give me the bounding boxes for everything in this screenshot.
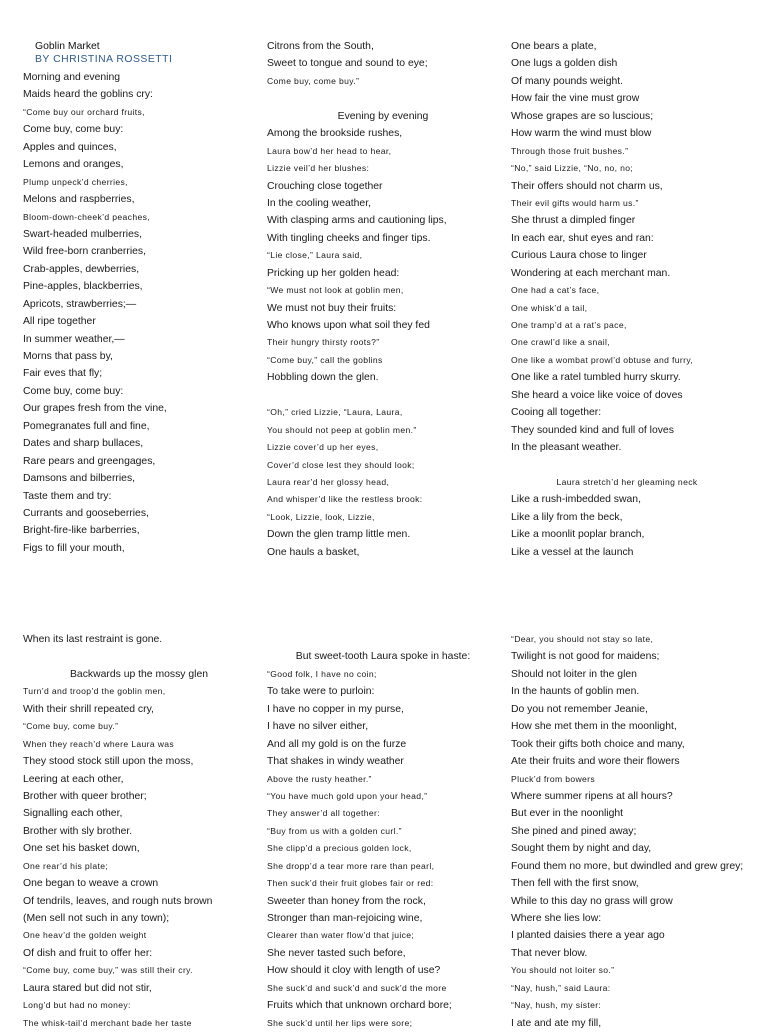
poem-line: Sweet to tongue and sound to eye;	[267, 58, 428, 70]
poem-line: Pluck’d from bowers	[511, 773, 596, 784]
column-bottom-left	[23, 631, 255, 1032]
poem-line: “Oh,” cried Lizzie, “Laura, Laura,	[267, 407, 403, 418]
column-top-middle	[267, 38, 499, 561]
poem-line: Laura bow’d her head to hear,	[267, 145, 392, 156]
poem-line: “No,” said Lizzie, “No, no, no;	[511, 163, 634, 174]
poem-line: Citrons from the South,	[267, 41, 374, 52]
poem-line: Lemons and oranges,	[23, 159, 124, 171]
poem-line: She dropp’d a tear more rare than pearl,	[267, 860, 435, 871]
poem-line: One set his basket down,	[23, 843, 140, 855]
poem-line: One like a wombat prowl’d obtuse and furry,	[511, 354, 694, 365]
poem-line: She pined and pined away;	[511, 825, 637, 837]
poem-line: Their evil gifts would harm us.”	[511, 197, 639, 208]
poem-line: Fair eves that fly;	[23, 368, 103, 380]
poem-line: Apples and quinces,	[23, 141, 117, 153]
poem-line: I ate and ate my fill,	[511, 1017, 602, 1029]
poem-line: “Dear, you should not stay so late,	[511, 634, 654, 644]
poem-line: Do you not remember Jeanie,	[511, 703, 648, 715]
poem-line: She suck’d until her lips were sore;	[267, 1017, 413, 1028]
poem-line: But ever in the noonlight	[511, 808, 624, 820]
poem-line: She never tasted such before,	[267, 947, 406, 959]
poem-header	[35, 40, 172, 67]
poem-line: One began to weave a crown	[23, 878, 159, 890]
byline-prefix: BY	[35, 54, 50, 65]
poem-line: Morning and evening	[23, 72, 121, 83]
poem-line: One whisk’d a tail,	[511, 302, 588, 313]
poem-line: They stood stock still upon the moss,	[23, 756, 194, 768]
poem-line: You should not peep at goblin men.”	[267, 424, 417, 435]
poem-line: Backwards up the mossy glen	[69, 668, 209, 680]
poem-line: With clasping arms and cautioning lips,	[267, 215, 447, 227]
poem-line: Ate their fruits and wore their flowers	[511, 756, 680, 768]
poem-line: And whisper’d like the restless brook:	[267, 494, 423, 505]
poem-line: Taste them and try:	[23, 490, 112, 502]
poem-line: (Men sell not such in any town);	[23, 913, 170, 924]
poem-line: Of tendrils, leaves, and rough nuts brown	[23, 895, 213, 907]
poem-line: How warm the wind must blow	[511, 128, 652, 140]
poem-line: One had a cat’s face,	[511, 285, 600, 296]
poem-line: Turn’d and troop’d the goblin men,	[23, 686, 166, 697]
poem-line: Plump unpeck’d cherries,	[23, 176, 128, 187]
poem-line: “Come buy, come buy,” was still their cry.	[23, 965, 193, 976]
poem-line: Apricots, strawberries;—	[23, 298, 137, 310]
poem-line: With their shrill repeated cry,	[23, 703, 154, 715]
poem-line: Swart-headed mulberries,	[23, 228, 142, 240]
poem-line: She thrust a dimpled finger	[511, 215, 636, 227]
poem-line: Their hungry thirsty roots?”	[267, 337, 380, 348]
column-top-right	[511, 38, 743, 561]
poem-line: Like a lily from the beck,	[511, 511, 623, 523]
poem-line: How she met them in the moonlight,	[511, 721, 677, 733]
poem-line: When its last restraint is gone.	[23, 634, 163, 645]
poem-line: Leering at each other,	[23, 773, 124, 785]
poem-line: Curious Laura chose to linger	[511, 250, 647, 262]
poem-line: Among the brookside rushes,	[267, 128, 403, 140]
poem-line: Crab-apples, dewberries,	[23, 263, 140, 275]
poem-line: Through those fruit bushes.”	[511, 145, 629, 156]
poem-line: One heav’d the golden weight	[23, 930, 147, 941]
poem-line: One lugs a golden dish	[511, 58, 618, 70]
poem-line: Then fell with the first snow,	[511, 878, 639, 890]
poem-line: “Lie close,” Laura said,	[267, 250, 363, 261]
poem-line: Wondering at each merchant man.	[511, 267, 671, 279]
poem-line: One like a ratel tumbled hurry skurry.	[511, 372, 681, 384]
poem-line: “Nay, hush,” said Laura:	[511, 982, 611, 993]
poem-line: Bright-fire-like barberries,	[23, 525, 140, 537]
poem-line: Sought them by night and day,	[511, 843, 652, 855]
poem-line: “Good folk, I have no coin;	[267, 668, 377, 679]
stanza-gap	[511, 457, 743, 474]
poem-title: Goblin Market	[35, 41, 100, 52]
poem-line: That never blow.	[511, 947, 588, 959]
poem-line: She heard a voice like voice of doves	[511, 389, 683, 401]
poem-byline	[35, 53, 172, 67]
poem-line: Fruits which that unknown orchard bore;	[267, 1000, 452, 1012]
poem-line: Like a rush-imbedded swan,	[511, 494, 641, 506]
poem-line: Evening by evening	[337, 110, 429, 122]
poem-line: Come buy, come buy:	[23, 124, 124, 136]
poem-line: Twilight is not good for maidens;	[511, 651, 660, 663]
poem-line: And all my gold is on the furze	[267, 738, 407, 750]
poem-line: Lizzie veil’d her blushes:	[267, 163, 370, 174]
poem-line: “Come buy our orchard fruits,	[23, 106, 145, 117]
poem-line: One rear’d his plate;	[23, 860, 109, 871]
poem-line: All ripe together	[23, 316, 96, 328]
poem-line: I have no silver either,	[267, 721, 369, 733]
poem-line: Hobbling down the glen.	[267, 372, 379, 384]
poem-line: Dates and sharp bullaces,	[23, 438, 144, 450]
poem-line: Like a moonlit poplar branch,	[511, 529, 645, 541]
poem-line: Signalling each other,	[23, 808, 123, 820]
poem-line: “You have much gold upon your head,”	[267, 790, 428, 801]
poem-line: Pine-apples, blackberries,	[23, 281, 143, 293]
poem-line: Sweeter than honey from the rock,	[267, 895, 426, 907]
poem-line: In the pleasant weather.	[511, 442, 622, 454]
poem-line: Our grapes fresh from the vine,	[23, 403, 167, 415]
poem-line: Took their gifts both choice and many,	[511, 738, 685, 750]
poem-line: “Look, Lizzie, look, Lizzie,	[267, 511, 375, 522]
poem-line: In the haunts of goblin men.	[511, 686, 640, 698]
stanza-gap	[23, 648, 255, 665]
poem-line: Of dish and fruit to offer her:	[23, 947, 153, 959]
stanza-gap	[267, 90, 499, 107]
poem-line: Rare pears and greengages,	[23, 455, 156, 467]
poem-line: “Come buy,” call the goblins	[267, 354, 383, 365]
poem-line: In the cooling weather,	[267, 197, 371, 209]
poem-line: Pricking up her golden head:	[267, 267, 400, 279]
poem-line: Stronger than man-rejoicing wine,	[267, 913, 423, 924]
stanza-gap	[267, 387, 499, 404]
poem-line: The whisk-tail’d merchant bade her taste	[23, 1017, 192, 1028]
poem-line: Come buy, come buy.”	[267, 75, 360, 86]
poem-line: Cooing all together:	[511, 407, 602, 419]
poem-line: In summer weather,—	[23, 333, 125, 345]
poem-line: Where she lies low:	[511, 913, 602, 924]
poem-line: Who knows upon what soil they fed	[267, 320, 430, 331]
poem-line: Cover’d close lest they should look;	[267, 459, 415, 470]
poem-line: Found them no more, but dwindled and grew grey;	[511, 860, 744, 872]
poem-line: They sounded kind and full of loves	[511, 424, 674, 436]
poem-line: How should it cloy with length of use?	[267, 965, 441, 977]
poem-line: How fair the vine must grow	[511, 93, 640, 105]
poem-line: With tingling cheeks and finger tips.	[267, 232, 431, 244]
poem-line: Brother with queer brother;	[23, 790, 147, 802]
column-top-left	[23, 69, 255, 557]
poem-line: Come buy, come buy:	[23, 385, 124, 397]
poem-line: Should not loiter in the glen	[511, 668, 637, 680]
poem-line: Pomegranates full and fine,	[23, 420, 150, 432]
poem-author: CHRISTINA ROSSETTI	[53, 54, 173, 65]
poem-line: In each ear, shut eyes and ran:	[511, 232, 654, 244]
column-bottom-middle	[267, 631, 499, 1032]
poem-line: You should not loiter so.”	[511, 965, 615, 976]
poem-line: Then suck’d their fruit globes fair or red:	[267, 878, 434, 889]
poem-line: Wild free-born cranberries,	[23, 246, 146, 258]
poem-line: She suck’d and suck’d and suck’d the more	[267, 982, 447, 993]
poem-line: Where summer ripens at all hours?	[511, 790, 673, 802]
poem-line: Currants and gooseberries,	[23, 507, 149, 519]
poem-line: Morns that pass by,	[23, 351, 113, 362]
poem-line: “Nay, hush, my sister:	[511, 1000, 602, 1011]
poem-line: Lizzie cover’d up her eyes,	[267, 442, 379, 453]
poem-line: Long’d but had no money:	[23, 1000, 131, 1011]
poem-line: That shakes in windy weather	[267, 756, 404, 768]
column-bottom-right	[511, 631, 743, 1032]
poem-line: Whose grapes are so luscious;	[511, 110, 654, 122]
poem-line: While to this day no grass will grow	[511, 895, 673, 907]
poem-line: “Come buy, come buy.”	[23, 721, 119, 732]
poem-line: Bloom-down-cheek’d peaches,	[23, 211, 150, 222]
poem-line: She clipp’d a precious golden lock,	[267, 843, 412, 854]
poem-line: One crawl’d like a snail,	[511, 337, 611, 348]
poem-line: Like a vessel at the launch	[511, 546, 634, 558]
poem-line: Clearer than water flow’d that juice;	[267, 930, 415, 941]
poem-line: One tramp’d at a rat’s pace,	[511, 320, 627, 330]
poem-line: One bears a plate,	[511, 41, 597, 52]
poem-line: I planted daisies there a year ago	[511, 930, 665, 942]
poem-line: “Buy from us with a golden curl.”	[267, 825, 402, 836]
poem-line: One hauls a basket,	[267, 546, 360, 558]
poem-line: Laura stared but did not stir,	[23, 982, 152, 994]
poem-line: Laura stretch’d her gleaming neck	[556, 476, 698, 487]
poem-line: When they reach’d where Laura was	[23, 738, 175, 749]
poem-line: Maids heard the goblins cry:	[23, 89, 153, 101]
poem-line: Down the glen tramp little men.	[267, 529, 411, 541]
poem-line: To take were to purloin:	[267, 686, 375, 698]
poem-line: Figs to fill your mouth,	[23, 542, 125, 554]
poem-line: Above the rusty heather.”	[267, 773, 372, 784]
poem-line: Laura rear’d her glossy head,	[267, 476, 390, 487]
poem-line: Damsons and bilberries,	[23, 473, 136, 485]
poem-line: Brother with sly brother.	[23, 825, 133, 837]
poem-line: But sweet-tooth Laura spoke in haste:	[295, 651, 471, 663]
poem-line: Crouching close together	[267, 180, 383, 192]
poem-line: Melons and raspberries,	[23, 194, 135, 206]
poem-line: They answer’d all together:	[267, 808, 380, 819]
stanza-gap	[267, 631, 499, 648]
poem-line: “We must not look at goblin men,	[267, 285, 404, 296]
poem-line: Their offers should not charm us,	[511, 180, 663, 192]
poem-line: Of many pounds weight.	[511, 75, 624, 87]
poem-line: We must not buy their fruits:	[267, 302, 397, 314]
poem-line: I have no copper in my purse,	[267, 703, 404, 715]
